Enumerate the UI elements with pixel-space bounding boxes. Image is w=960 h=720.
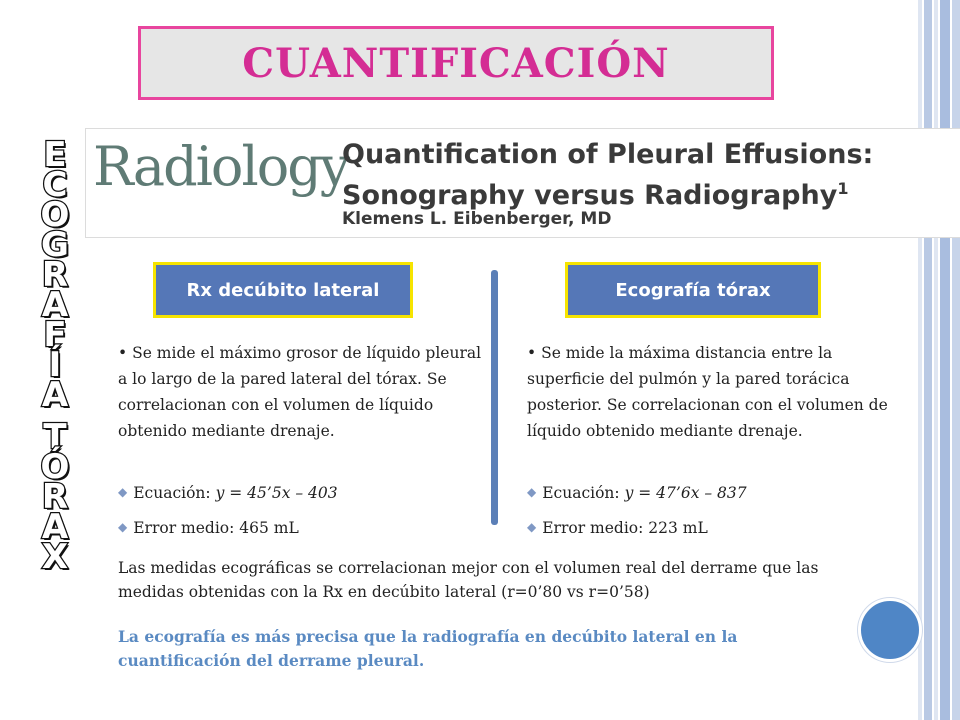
side-title-letter: X	[41, 537, 69, 577]
side-title-letter: G	[41, 225, 69, 265]
side-title-letter: T	[43, 417, 67, 457]
side-title-letter: Ó	[40, 447, 70, 487]
right-equation: ◆ Ecuación: y = 47’6x – 837	[527, 484, 747, 502]
right-column-header: Ecografía tórax	[565, 262, 821, 318]
right-error: ◆ Error medio: 223 mL	[527, 519, 708, 537]
paper-title	[342, 138, 873, 213]
bullet-icon: •	[118, 344, 128, 362]
side-title	[20, 135, 90, 577]
side-title-letter: R	[41, 477, 69, 517]
side-title-letter: O	[40, 195, 70, 235]
side-title-letter: Í	[48, 345, 62, 385]
decorative-circle	[858, 598, 922, 662]
column-divider	[491, 270, 498, 525]
title-box	[138, 26, 774, 100]
paper-title-line2: Sonography versus Radiography$^1$	[342, 179, 849, 211]
journal-logo: Radiology	[93, 135, 349, 198]
side-title-letter: A	[41, 285, 69, 325]
left-column-header: Rx decúbito lateral	[153, 262, 413, 318]
side-title-letter: A	[41, 507, 69, 547]
right-bullet: • Se mide la máxima distancia entre la superficie del pulmón y la pared torácica posterior. Se correlacionan con el volumen de líquido obtenido mediante drenaje.	[527, 344, 888, 440]
diamond-bullet-icon: ◆	[118, 485, 128, 499]
left-bullet: • Se mide el máximo grosor de líquido pleural a lo largo de la pared lateral del tórax. Se correlacionan con el volumen de líquido obtenido mediante drenaje.	[118, 344, 482, 440]
diamond-bullet-icon: ◆	[527, 520, 537, 534]
paper-title-sup: 1	[837, 179, 849, 198]
left-equation: ◆ Ecuación: y = 45’5x – 403	[118, 484, 338, 502]
paper-title-line1: Quantification of Pleural Effusions:	[342, 139, 874, 170]
highlight-text: La ecografía es más precisa que la radiografía en decúbito lateral en la cuantificación del derrame pleural.	[118, 627, 738, 670]
side-title-letter: C	[42, 165, 68, 205]
bullet-icon: •	[527, 344, 537, 362]
side-title-letter: R	[41, 255, 69, 295]
decorative-stripes	[918, 0, 960, 720]
page-title: CUANTIFICACIÓN	[242, 39, 670, 87]
diamond-bullet-icon: ◆	[527, 485, 537, 499]
conclusion-text: Las medidas ecográficas se correlacionan mejor con el volumen real del derrame que las medidas obtenidas con la Rx en decúbito lateral (r=0’80 vs r=0’58)	[118, 559, 819, 601]
left-error: ◆ Error medio: 465 mL	[118, 519, 299, 537]
side-title-letter: A	[41, 375, 69, 415]
diamond-bullet-icon: ◆	[118, 520, 128, 534]
side-title-letter: E	[43, 135, 67, 175]
paper-author: Klemens L. Eibenberger, MD	[342, 209, 612, 229]
side-title-letter: F	[43, 315, 67, 355]
